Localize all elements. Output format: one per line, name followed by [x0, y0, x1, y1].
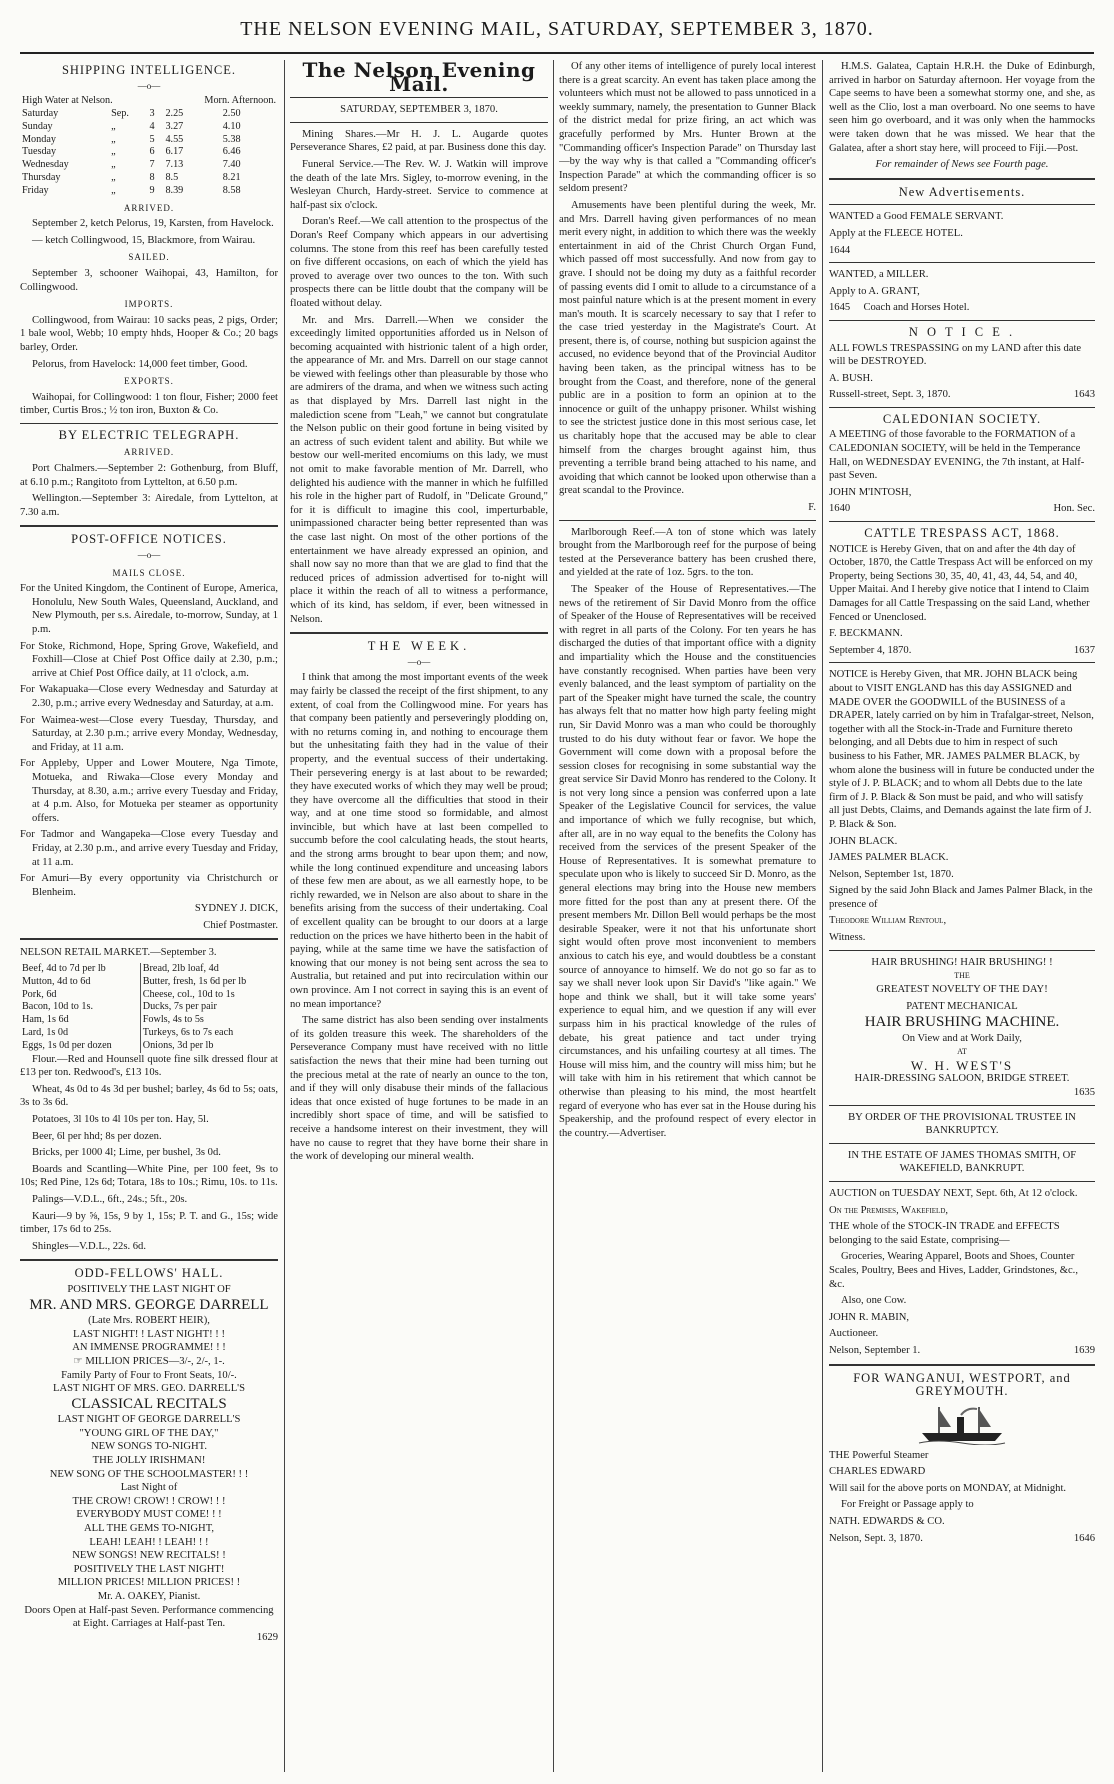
- divider: [20, 525, 278, 527]
- hall-line: (Late Mrs. ROBERT HEIR),: [88, 1315, 210, 1327]
- tide-row: Sunday „ 4 3.27 4.10: [22, 120, 241, 132]
- ad-number: 1645 Coach and Horses Hotel.: [829, 302, 970, 314]
- hall-line: "YOUNG GIRL OF THE DAY,": [79, 1427, 219, 1439]
- divider: [829, 1181, 1095, 1182]
- ad-cattle-trespass: [829, 543, 1095, 658]
- hall-line: Last Night of: [120, 1482, 178, 1494]
- mail-entry: For Stoke, Richmond, Hope, Spring Grove, Wakefield, and Foxhill—Close at Chief Post Office daily at 2.30, p.m.; arrive at Chief Post Office daily, at 11 o'clock, a.m.: [20, 640, 278, 679]
- market-note: Beer, 6l per hhd; 8s per dozen.: [32, 1130, 162, 1142]
- imports-heading: IMPORTS.: [124, 299, 174, 310]
- hall-line: NEW SONG OF THE SCHOOLMASTER! ! !: [49, 1468, 249, 1480]
- tide-table: [20, 95, 278, 197]
- masthead: THE NELSON EVENING MAIL, SATURDAY, SEPTEMBER 3, 1870.: [240, 18, 874, 40]
- divider: [290, 632, 548, 634]
- exports-heading: EXPORTS.: [124, 376, 174, 387]
- new-advertisements-title: New Advertisements.: [898, 184, 1026, 199]
- market-note: Palings—V.D.L., 6ft., 24s.; 5ft., 20s.: [32, 1193, 188, 1205]
- tide-row: Friday „ 9 8.39 8.58: [22, 184, 241, 196]
- market-note: Boards and Scantling—White Pine, per 100 feet, 9s to 10s; Red Pine, 12s 6d; Totara, 18s to 10s.; Rimu, 10s. to 11s.: [20, 1163, 278, 1189]
- sailed-heading: SAILED.: [128, 252, 170, 263]
- market-row: Bacon, 10d to 1s. Ducks, 7s per pair: [22, 1001, 217, 1013]
- telegraph-arrived-heading: ARRIVED.: [123, 447, 175, 458]
- market-row: Beef, 4d to 7d per lb Bread, 2lb loaf, 4d: [22, 963, 219, 975]
- market-table: [20, 963, 278, 1053]
- ad-signature: JOHN BLACK.: [829, 835, 898, 847]
- ad-text: WANTED a Good FEMALE SERVANT.: [829, 211, 1004, 223]
- steamship-icon: [917, 1403, 1007, 1445]
- import-entry: Collingwood, from Wairau: 10 sacks peas, 2 pigs, Order; 1 bale wool, Webb; 10 empty hhds, Hooper & Co.; 20 bags barley, Order.: [20, 314, 278, 353]
- mail-entry: For the United Kingdom, the Continent of Europe, America, Honolulu, New South Wales, Queensland, Auckland, and New Plymouth, per s.s. Airedale, to-morrow, Sunday, at 1 p.m.: [20, 583, 278, 635]
- divider: [290, 97, 548, 98]
- shipping-title: SHIPPING INTELLIGENCE.: [61, 63, 237, 77]
- ad-text: AUCTION on TUESDAY NEXT, Sept. 6th, At 12 o'clock.: [829, 1187, 1078, 1199]
- ad-text: W. H. WEST'S: [910, 1057, 1014, 1073]
- mail-entry: For Amuri—By every opportunity via Christchurch or Blenheim.: [20, 873, 278, 898]
- author-initial: F.: [808, 502, 816, 513]
- ad-date: Russell-street, Sept. 3, 1870. 1643: [829, 389, 1095, 401]
- column-3: [559, 60, 816, 1772]
- mails-close-heading: MAILS CLOSE.: [112, 567, 186, 578]
- tide-row: Thursday „ 8 8.5 8.21: [22, 171, 241, 183]
- market-row: Lard, 1s 0d Turkeys, 6s to 7s each: [22, 1027, 234, 1039]
- hall-line: Family Party of Four to Front Seats, 10/-.: [61, 1369, 237, 1381]
- the-week-title: THE WEEK.: [367, 639, 471, 654]
- hall-line: AN IMMENSE PROGRAMME! ! !: [72, 1342, 226, 1354]
- mail-entry: For Wakapuaka—Close every Wednesday and Saturday at 2.30, p.m.; arrive every Wednesday and Saturday, at a.m.: [20, 684, 278, 709]
- market-row: Mutton, 4d to 6d Butter, fresh, 1s 6d per lb: [22, 975, 247, 987]
- hall-line: MILLION PRICES! MILLION PRICES! !: [57, 1577, 241, 1589]
- ad-witness: Theodore William Rentoul,: [829, 915, 947, 927]
- market-title: NELSON RETAIL MARKET.—September 3.: [20, 947, 217, 959]
- divider: [829, 521, 1095, 522]
- postmaster-title: Chief Postmaster.: [203, 919, 278, 931]
- market-note: Kauri—9 by ⅝, 15s, 9 by 1, 15s; P. T. and G., 15s; wide timber, 17s 6d to 25s.: [20, 1210, 278, 1236]
- hall-line: LAST NIGHT OF GEORGE DARRELL'S: [57, 1414, 241, 1426]
- arrived-heading: ARRIVED.: [123, 202, 175, 213]
- news-paragraph: Marlborough Reef.—A ton of stone which was lately brought from the Marlborough reef for the purpose of being tested at the Perseverance battery has been crushed there, and yielded at the rate of 1oz. 5grs. to the ton.: [559, 526, 816, 579]
- market-note: Flour.—Red and Hounsell quote fine silk dressed flour at £13 per ton. Redwood's, £13 10s.: [20, 1053, 278, 1079]
- hall-line: LEAH! LEAH! ! LEAH! ! !: [89, 1536, 209, 1548]
- ornament: —o—: [407, 656, 431, 667]
- ad-black-notice: [829, 668, 1095, 944]
- ad-date: Nelson, September 1. 1639: [829, 1344, 1095, 1356]
- week-paragraph: I think that among the most important events of the week may fairly be classed the receipt of the first shipment, to any extent, of coal from the Collingwood mine. For years has that company been patiently and perseveringly plodding on, with no returns coming in, and nothing to encourage them but the unhesitating faith they had in the value of their property, and the eventual success of their undertaking. Their persevering energy is at last about to be rewarded; they have executed works of which they may well be proud; they have overcome all the difficulties that stood in their way, and at one time stood so formidable, and almost invincible, but which have at last been compelled to succumb before the cool calculating heads, the stout hearts, and the strong arms brought to bear upon them; and now, while the long continued expenditure and unceasing labors of these few men are about, as we all earnestly hope, to be richly rewarded, we in Nelson are also about to share in the benefits arising from the success of their undertaking. Coal of excellent quality can be brought to our doors at a large reduction on the prices we have hitherto been in the habit of paying, while at the same time we have the satisfaction of knowing that our money is not being sent across the sea to Australia, but retained and put into recirculation within our own province. Am I not correct in saying this is an event of no mean importance?: [290, 672, 548, 1010]
- postmaster-name: SYDNEY J. DICK,: [194, 903, 278, 915]
- divider: [829, 204, 1095, 205]
- divider: [290, 122, 548, 123]
- market-note: Shingles—V.D.L., 22s. 6d.: [32, 1240, 146, 1252]
- market-note: Potatoes, 3l 10s to 4l 10s per ton. Hay, 5l.: [32, 1114, 209, 1126]
- news-paragraph: Mr. and Mrs. Darrell.—When we consider the exceedingly limited opportunities afforded us in Nelson of becoming acquainted with histrionic talent of a high order, the appearance of Mr. and Mrs. Darrell on our stage cannot be viewed with feelings other than pleasurable by those who are admirers of the drama, and when we witness such acting as that displayed by Mrs. Darrell last night in the malediction scene from "Leah," we cannot but congratulate the Nelson public on their good fortune in being visited by an actress of such evident talent and ability. But while we bestow our well-merited encomiums on this lady, we must not omit to make favorable mention of Mr. Darrell, who delighted his audience with the manner in which he fulfilled his role in the higher part of Rudolf, in "Delicate Ground," for it is difficult to imagine this cool, imperturbable, unimpassioned character being better represented than was the case last night. On most of the other portions of the entertainment we have already expressed an opinion, and shall now say no more than that we are glad to find that the reduced prices of admission advertised for to-night will place it within the reach of all to witness a performance, which of its kind, has seldom, if ever, been witnessed in Nelson.: [290, 314, 548, 625]
- ad-caledonian: [829, 428, 1095, 516]
- caledonian-title: CALEDONIAN SOCIETY.: [882, 411, 1042, 426]
- wanganui-title: FOR WANGANUI, WESTPORT, and GREYMOUTH.: [853, 1370, 1071, 1399]
- divider: [829, 950, 1095, 951]
- column-divider: [822, 60, 823, 1772]
- sailed-entry: September 3, schooner Waihopai, 43, Hamilton, for Collingwood.: [20, 267, 278, 293]
- divider: [829, 1105, 1095, 1106]
- trustee-heading: BY ORDER OF THE PROVISIONAL TRUSTEE IN BANKRUPTCY.: [848, 1111, 1076, 1137]
- notice-title: N O T I C E .: [908, 324, 1016, 339]
- hall-line: CLASSICAL RECITALS: [71, 1395, 227, 1412]
- ad-text: Signed by the said John Black and James Palmer Black, in the presence of: [829, 885, 1093, 910]
- tide-row: Tuesday „ 6 6.17 6.46: [22, 146, 241, 158]
- morn-afternoon-label: Morn. Afternoon.: [204, 95, 276, 107]
- hall-line: NEW SONGS TO-NIGHT.: [90, 1441, 208, 1453]
- column-divider: [553, 60, 554, 1772]
- galatea-paragraph: H.M.S. Galatea, Captain H.R.H. the Duke of Edinburgh, arrived in harbor on Saturday afternoon. Her voyage from the Cape seems to have been a somewhat stormy one, and she, as well as the Clio, lost a man overboard. No one seems to have seen him go overboard, and it was only when the hammocks were taken down that he was missed. We hear that the Galatea, after a short stay here, will proceed to Fiji.—Post.: [829, 61, 1095, 154]
- ad-text: NOTICE is Hereby Given, that on and after the 4th day of October, 1870, the Cattle Trespass Act will be enforced on my Property, being Sections 30, 35, 40, 41, 43, 44, 54, and 40, Upper Maitai. And I hereby give notice that I intend to Claim Damages for all Cattle Trespassing on the said Land, whether Fenced or Unenclosed.: [829, 543, 1093, 623]
- hall-line: Mr. A. OAKEY, Pianist.: [97, 1591, 201, 1603]
- ad-text: Also, one Cow.: [841, 1295, 907, 1307]
- ad-number: 1635: [1073, 1087, 1095, 1098]
- ad-text: PATENT MECHANICAL: [906, 1001, 1018, 1013]
- ad-hair-brushing: [829, 956, 1095, 1100]
- news-paragraph: Mining Shares.—Mr H. J. L. Augarde quotes Perseverance Shares, £2 paid, at par. Business done this day.: [290, 128, 548, 154]
- divider: [20, 423, 278, 424]
- ad-date: Nelson, September 1st, 1870.: [829, 868, 954, 880]
- masthead-rule: [20, 52, 1094, 54]
- hall-line: NEW SONGS! NEW RECITALS! !: [72, 1550, 226, 1562]
- ad-number: 1640 Hon. Sec.: [829, 503, 1095, 515]
- hall-line: LAST NIGHT! ! LAST NIGHT! ! !: [72, 1328, 226, 1340]
- week-paragraph: Amusements have been plentiful during the week, Mr. and Mrs. Darrell having given performances of no mean merit every night, in addition to which there was the weekly entertainment in aid of the Christ Church Organ Fund, which passed off most successfully. And now from gay to grave. I should not be doing my duty as a faithful recorder of passing events did I omit to allude to a circumstance of a most painful nature which is at the present moment in every man's mouth. It is scarcely necessary to say that I refer to the case tried yesterday in the Magistrate's Court. At present, there is, of course, nothing but suspicion against the accused, no evidence beyond that of the Provincial Auditor having been taken, as the principal witness has to be brought from the Coast, and therefore, none of the general public are in a position to form an opinion at to the innocence or guilt of the unhappy prisoner. Whilst wishing to see the strictest justice done in this most serious case, let us charitably hope that the accused may be able to clear himself from the charges brought against him, thus preventing a terrible brand being attached to his name, and avoiding that which cannot be looked upon otherwise than a great scandal to the Province.: [559, 199, 816, 497]
- ad-signature: JOHN M'INTOSH,: [829, 486, 912, 498]
- ad-text: Apply at the FLEECE HOTEL.: [829, 227, 963, 239]
- hall-line: POSITIVELY THE LAST NIGHT OF: [67, 1283, 231, 1295]
- ad-signature: NATH. EDWARDS & CO.: [829, 1516, 945, 1528]
- hall-line: Doors Open at Half-past Seven. Performance commencing at Eight. Carriages at Half-past Ten.: [24, 1604, 274, 1630]
- editorial-date: SATURDAY, SEPTEMBER 3, 1870.: [340, 104, 498, 116]
- column-2: [290, 60, 548, 1772]
- ad-signature: JAMES PALMER BLACK.: [829, 852, 949, 864]
- hall-line: THE CROW! CROW! ! CROW! ! !: [72, 1495, 226, 1507]
- ornament: —o—: [137, 80, 161, 91]
- ad-text: HAIR BRUSHING! HAIR BRUSHING! !: [871, 956, 1053, 968]
- tide-row: Wednesday „ 7 7.13 7.40: [22, 159, 241, 171]
- ad-number: 1629: [256, 1631, 278, 1643]
- hall-line: LAST NIGHT OF MRS. GEO. DARRELL'S: [53, 1383, 245, 1395]
- column-divider: [284, 60, 285, 1772]
- divider: [829, 178, 1095, 180]
- ad-text: On View and at Work Daily,: [902, 1032, 1022, 1044]
- telegraph-entry: Wellington.—September 3: Airedale, from Lyttelton, at 7.30 a.m.: [20, 493, 278, 518]
- mail-entry: For Appleby, Upper and Lower Moutere, Nga Timote, Motueka, and Riwaka—Close every Monday and Thursday, at 8.30, a.m.; arrive every Tuesday and Friday, at 4 p.m. Also, for Motueka per steamer as opportunity offers.: [20, 758, 278, 824]
- ad-text: CHARLES EDWARD: [829, 1466, 926, 1478]
- divider: [829, 1364, 1095, 1366]
- tide-row: Monday „ 5 4.55 5.38: [22, 133, 241, 145]
- hall-line: THE JOLLY IRISHMAN!: [92, 1455, 206, 1467]
- ad-signature: A. BUSH.: [829, 372, 873, 384]
- column-4: [829, 60, 1095, 1772]
- divider: [829, 262, 1095, 263]
- mail-entry: For Tadmor and Wangapeka—Close every Tuesday and Friday, at 2.30 p.m., and arrive every Tuesday and Friday, at 11 a.m.: [20, 829, 278, 868]
- oddfellows-hall-ad: [20, 1267, 278, 1644]
- divider: [829, 1143, 1095, 1144]
- ad-text: Will sail for the above ports on MONDAY, at Midnight.: [829, 1482, 1067, 1494]
- cattle-title: CATTLE TRESPASS ACT, 1868.: [864, 526, 1060, 541]
- ad-signature: Auctioneer.: [829, 1328, 879, 1340]
- news-paragraph: Funeral Service.—The Rev. W. J. Watkin will improve the death of the late Mrs. Sigley, to-morrow evening, in the Wesleyan Church, Hardy-street. Service to commence at half-past six o'clock.: [290, 158, 548, 211]
- ad-signature: F. BECKMANN.: [829, 628, 903, 640]
- ad-text: Apply to A. GRANT,: [829, 285, 920, 297]
- market-row: Ham, 1s 6d Fowls, 4s to 5s: [22, 1014, 204, 1026]
- estate-heading: IN THE ESTATE OF JAMES THOMAS SMITH, OF WAKEFIELD, BANKRUPT.: [847, 1149, 1077, 1175]
- ad-text: Groceries, Wearing Apparel, Boots and Shoes, Counter Scales, Poultry, Bees and Hives, Ladder, Grindstones, &c., &c.: [829, 1251, 1078, 1290]
- ad-miller: [829, 268, 1095, 315]
- hall-line: EVERYBODY MUST COME! ! !: [76, 1509, 222, 1521]
- divider: [559, 520, 816, 521]
- high-water-label: High Water at Nelson.: [22, 95, 113, 107]
- divider: [20, 938, 278, 940]
- ad-text: ALL FOWLS TRESPASSING on my LAND after this date will be DESTROYED.: [829, 342, 1082, 368]
- arrival-entry: — ketch Collingwood, 15, Blackmore, from Wairau.: [32, 234, 256, 246]
- ad-date: September 4, 1870. 1637: [829, 644, 1095, 656]
- hall-line: MR. AND MRS. GEORGE DARRELL: [29, 1296, 269, 1313]
- export-entry: Waihopai, for Collingwood: 1 ton flour, Fisher; 2000 feet timber, Curtis Bros.; ½ ton iron, Buxton & Co.: [20, 391, 278, 417]
- week-paragraph: The same district has also been sending over instalments of its golden treasure this week. The shareholders of the Perseverance Company must have received with no little satisfaction the news that their mine had been turning out the precious metal at the rate of nearly an ounce to the ton, and if they will only disabuse their minds of the fallacious ideas that once existed of huge fortunes to be made in an incredibly short space of time, and will be satisfied to receive a handsome interest on their investment, they will have no cause to regret that they have borne their share in the work of developing our mineral wealth.: [290, 1015, 548, 1163]
- hall-line: POSITIVELY THE LAST NIGHT!: [73, 1563, 225, 1575]
- ad-steamer: [829, 1403, 1095, 1546]
- mail-entry: For Waimea-west—Close every Tuesday, Thursday, and Saturday, at 2.30 p.m.; arrive every Monday, Wednesday, and Friday, at 11 a.m.: [20, 714, 278, 753]
- paper-title: The Nelson Evening Mail.: [302, 60, 536, 96]
- divider: [829, 320, 1095, 321]
- ad-signature: JOHN R. MABIN,: [829, 1311, 910, 1323]
- ad-text: THE: [954, 971, 970, 981]
- ad-text: For Freight or Passage apply to: [841, 1499, 974, 1511]
- ad-text: HAIR-DRESSING SALOON, BRIDGE STREET.: [854, 1073, 1070, 1085]
- ad-text: HAIR BRUSHING MACHINE.: [864, 1014, 1060, 1031]
- remainder-note: For remainder of News see Fourth page.: [875, 159, 1049, 171]
- import-entry: Pelorus, from Havelock: 14,000 feet timber, Good.: [32, 358, 248, 370]
- market-note: Wheat, 4s 0d to 4s 3d per bushel; barley, 4s 6d to 5s; oats, 3s to 3s 6d.: [20, 1083, 278, 1109]
- ad-text: A MEETING of those favorable to the FORMATION of a CALEDONIAN SOCIETY, will be held in the Temperance Hall, on WEDNESDAY EVENING, the 7th instant, at Half-past Seven.: [829, 429, 1085, 482]
- tide-row: Saturday Sep. 3 2.25 2.50: [22, 107, 241, 119]
- ad-text: GREATEST NOVELTY OF THE DAY!: [876, 983, 1048, 995]
- arrival-entry: September 2, ketch Pelorus, 19, Karsten, from Havelock.: [32, 218, 274, 230]
- ad-text: AT: [957, 1047, 967, 1057]
- hall-line: ☞ MILLION PRICES—3/-, 2/-, 1-.: [73, 1355, 225, 1367]
- column-1: [20, 60, 278, 1772]
- ad-witness-label: Witness.: [829, 932, 866, 944]
- divider: [829, 662, 1095, 663]
- ornament: —o—: [137, 550, 161, 561]
- ad-text: WANTED, a MILLER.: [829, 269, 929, 281]
- week-paragraph: Of any other items of intelligence of purely local interest there is a great scarcity. An event has taken place among the volunteers which must not be allowed to pass unnoticed in a weekly summary, namely, the presentation to Gunner Black of the district medal for prize firing, an act which was gracefully performed by Mrs. Hunter Brown at the "Commanding officer's Inspection Parade" on Thursday last—by the way why is that called a "Commanding officer's Inspection Parade" at which the commanding officer is so seldom present?: [559, 61, 816, 195]
- ad-date: Nelson, Sept. 3, 1870. 1646: [829, 1532, 1095, 1544]
- ad-text: THE Powerful Steamer: [829, 1449, 929, 1461]
- ad-fowls-notice: [829, 342, 1095, 402]
- hall-line: ALL THE GEMS TO-NIGHT,: [83, 1523, 215, 1535]
- ad-text: THE whole of the STOCK-IN TRADE and EFFECTS belonging to the said Estate, comprising—: [829, 1221, 1060, 1246]
- market-note: Bricks, per 1000 4l; Lime, per bushel, 3s 0d.: [32, 1147, 221, 1159]
- ad-text: On the Premises, Wakefield,: [829, 1204, 949, 1216]
- telegraph-title: BY ELECTRIC TELEGRAPH.: [58, 427, 240, 442]
- ad-number: 1644: [829, 244, 851, 256]
- divider: [829, 407, 1095, 408]
- market-row: Pork, 6d Cheese, col., 10d to 1s: [22, 988, 235, 1000]
- market-row: Eggs, 1s 0d per dozen Onions, 3d per lb: [22, 1039, 214, 1051]
- news-paragraph: The Speaker of the House of Representatives.—The news of the retirement of Sir David Monro from the office of Speaker of the House of Representatives will be received with regret in all parts of the Colony. For ten years he has discharged the duties of that important office with a dignity and impartiality which the House and the constituencies have constantly recognised. When parties have been very evenly balanced, and the least symptom of partiality on the part of the Speaker might have turned the scale, the country has always felt that no matter how high party feeling might run, Sir David Monro was a man who could be thoroughly trusted to do his duty without fear or favor. We hope the Government will come down with a proposal before the session closes for recognising in some substantial way the great service Sir David Monro has rendered to the Colony. It is not very long since a pension was conferred upon a late Speaker of the Legislative Council for services, the value and importance of which we fully recognise, but which, after all, are in no way equal to the benefits the Colony has received from the services of the present Speaker of the House of Representatives. It is somewhat premature to speculate upon who is likely to succeed Sir D. Monro, as the general elections may bring into the House new members more fitted for the post than any at present there. Of the present members Mr. Dillon Bell would perhaps be the most desirable Speaker, were it not that his unfortunate short sight would often prove most inconvenient to members anxious to catch his eye, and would doubtless be a constant source of annoyance to himself. We do not go so far as to say we shall never look upon Sir David's "like again." We hope and think we shall, but it will take some years' experience to equal him, and we question if any will ever surpass him in his practical knowledge of the rules of debate, his great patience and tact under trying circumstances, and his unfailing courtesy at all times. The House will miss him, and the country will miss him; but he will take with him in his retirement that which cannot be otherwise than pleasing to his mind, the most heartfelt regard of everyone who has ever sat in the House during his Speakership, and the profound respect of every elector in the country.—Advertiser.: [559, 583, 816, 1139]
- telegraph-entry: Port Chalmers.—September 2: Gothenburg, from Bluff, at 6.10 p.m.; Rangitoto from Lyttelton, at 6.50 p.m.: [20, 463, 278, 488]
- news-paragraph: Doran's Reef.—We call attention to the prospectus of the Doran's Reef Company which appears in our advertising columns. The stone from this reef has been carefully tested on five different occasions, on each of which the yield has proved to average over two ounces to the ton. With such prospects there can be little doubt that the company will be floated without delay.: [290, 216, 548, 309]
- ad-text: NOTICE is Hereby Given, that MR. JOHN BLACK being about to VISIT ENGLAND has this day ASSIGNED and MADE OVER the GOODWILL of the BUSINESS of a DRAPER, lately carried on by him in Trafalgar-street, Nelson, together with all the Stock-in-Trade and Furniture thereto belonging, and all Debts due to him in respect of such business to his Father, MR. JAMES PALMER BLACK, by whom alone the business will in future be conducted under the style of J. P. BLACK; and to whom all Debts due to the late firm of J. P. Black & Son must be paid, and who will satisfy all just Debts, Claims, and Demands against the late firm of J. P. Black & Son.: [829, 669, 1095, 830]
- ad-auction: [829, 1187, 1095, 1358]
- post-office-title: POST-OFFICE NOTICES.: [71, 532, 227, 547]
- divider: [20, 1259, 278, 1261]
- ad-female-servant: [829, 210, 1095, 257]
- hall-title: ODD-FELLOWS' HALL.: [74, 1266, 224, 1281]
